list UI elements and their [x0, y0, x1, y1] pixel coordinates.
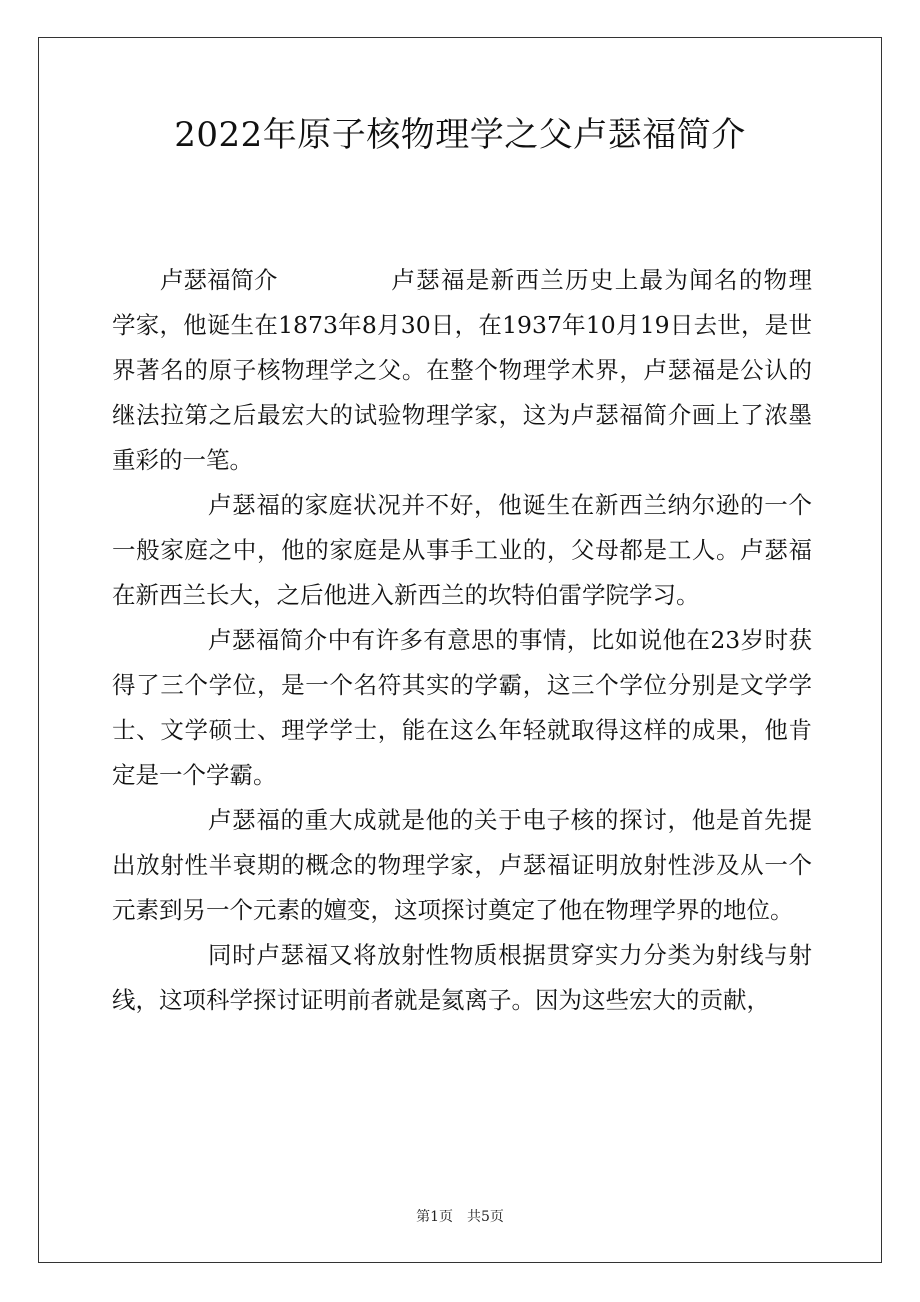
page-number: 第1页 [416, 1209, 453, 1225]
page-footer [38, 1208, 882, 1226]
paragraph-intro [112, 258, 812, 483]
paragraph-family: 卢瑟福的家庭状况并不好，他诞生在新西兰纳尔逊的一个一般家庭之中，他的家庭是从事手工业的，父母都是工人。卢瑟福在新西兰长大，之后他进入新西兰的坎特伯雷学院学习。 [112, 491, 812, 609]
page-total: 共5页 [467, 1209, 504, 1225]
paragraph-achievements: 卢瑟福的重大成就是他的关于电子核的探讨，他是首先提出放射性半衰期的概念的物理学家，卢瑟福证明放射性涉及从一个元素到另一个元素的嬗变，这项探讨奠定了他在物理学界的地位。 [112, 806, 812, 924]
document-title: 2022年原子核物理学之父卢瑟福简介 [174, 115, 746, 155]
paragraph-text: 卢瑟福是新西兰历史上最为闻名的物理学家，他诞生在1873年8月30日，在1937年10月19日去世，是世界著名的原子核物理学之父。在整个物理学术界，卢瑟福是公认的继法拉第之后最宏大的试验物理学家，这为卢瑟福简介画上了浓墨重彩的一笔。 [112, 266, 812, 474]
section-label: 卢瑟福简介 [160, 266, 278, 294]
paragraph-radiation: 同时卢瑟福又将放射性物质根据贯穿实力分类为射线与射线，这项科学探讨证明前者就是氦离子。因为这些宏大的贡献， [112, 941, 812, 1014]
paragraph-degrees: 卢瑟福简介中有许多有意思的事情，比如说他在23岁时获得了三个学位，是一个名符其实的学霸，这三个学位分别是文学学士、文学硕士、理学学士，能在这么年轻就取得这样的成果，他肯定是一个学霸。 [112, 626, 812, 789]
document-body [112, 258, 812, 1023]
